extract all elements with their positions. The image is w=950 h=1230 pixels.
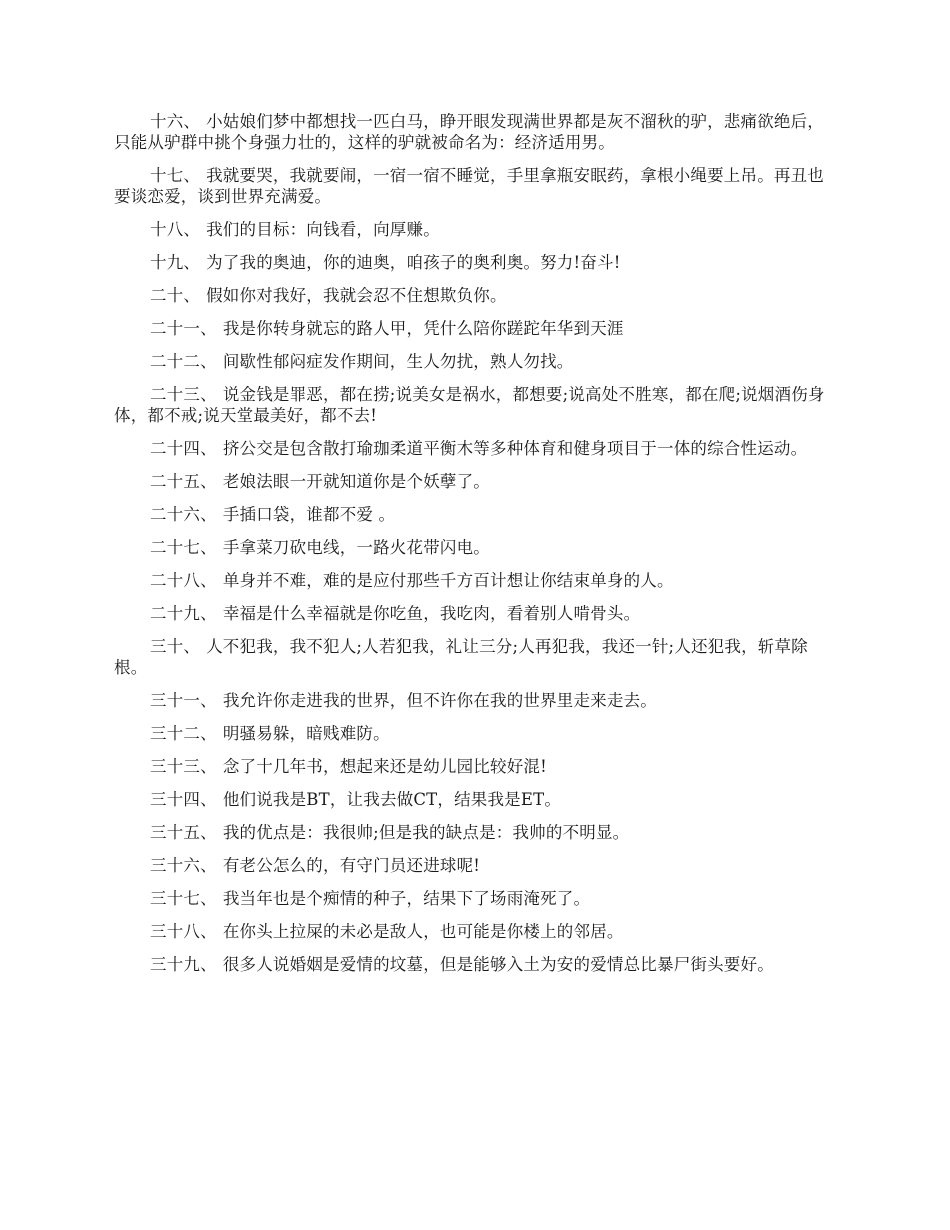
item-text: 单身并不难，难的是应付那些千方百计想让你结束单身的人。: [222, 571, 674, 590]
item-number: 十八、: [150, 220, 201, 239]
item-number: 三十六、: [150, 856, 217, 875]
list-item: [114, 921, 828, 942]
item-text: 在你头上拉屎的未必是敌人，也可能是你楼上的邻居。: [222, 922, 624, 941]
list-item: [114, 318, 828, 339]
item-text: 有老公怎么的，有守门员还进球呢!: [222, 856, 481, 875]
item-text: 我当年也是个痴情的种子，结果下了场雨淹死了。: [222, 889, 591, 908]
item-text: 老娘法眼一开就知道你是个妖孽了。: [222, 472, 491, 491]
item-number: 二十一、: [150, 319, 217, 338]
item-text: 假如你对我好，我就会忍不住想欺负你。: [206, 286, 507, 305]
list-item: [114, 219, 828, 240]
item-number: 二十三、: [150, 385, 217, 404]
list-item: [114, 822, 828, 843]
list-item: [114, 252, 828, 273]
item-text: 手拿菜刀砍电线，一路火花带闪电。: [222, 538, 491, 557]
list-item: [114, 636, 828, 678]
item-text: 念了十几年书，想起来还是幼儿园比较好混!: [222, 757, 547, 776]
list-item: [114, 570, 828, 591]
item-text: 很多人说婚姻是爱情的坟墓，但是能够入土为安的爱情总比暴尸街头要好。: [222, 955, 774, 974]
list-item: [114, 111, 828, 153]
item-text: 人不犯我，我不犯人;人若犯我，礼让三分;人再犯我，我还一针;人还犯我，斩草除根。: [114, 637, 808, 677]
item-number: 三十九、: [150, 955, 217, 974]
list-item: [114, 789, 828, 810]
list-item: [114, 438, 828, 459]
document-body: [114, 111, 828, 987]
item-text: 明骚易躲，暗贱难防。: [222, 724, 390, 743]
item-text: 我们的目标：向钱看，向厚赚。: [206, 220, 440, 239]
list-item: [114, 351, 828, 372]
list-item: [114, 603, 828, 624]
item-number: 三十五、: [150, 823, 217, 842]
item-number: 三十四、: [150, 790, 217, 809]
item-text: 手插口袋，谁都不爱 。: [222, 505, 396, 524]
item-number: 二十二、: [150, 352, 217, 371]
list-item: [114, 855, 828, 876]
item-number: 二十、: [150, 286, 201, 305]
item-text: 我的优点是：我很帅;但是我的缺点是：我帅的不明显。: [222, 823, 630, 842]
item-number: 二十五、: [150, 472, 217, 491]
item-text: 小姑娘们梦中都想找一匹白马，睁开眼发现满世界都是灰不溜秋的驴，悲痛欲绝后，只能从驴群中挑个身强力壮的，这样的驴就被命名为：经济适用男。: [114, 112, 825, 152]
list-item: [114, 285, 828, 306]
item-number: 三十一、: [150, 691, 217, 710]
list-item: [114, 537, 828, 558]
item-number: 二十六、: [150, 505, 217, 524]
item-number: 三十二、: [150, 724, 217, 743]
item-number: 二十九、: [150, 604, 217, 623]
item-number: 三十八、: [150, 922, 217, 941]
item-number: 三十、: [150, 637, 201, 656]
item-text: 他们说我是BT，让我去做CT，结果我是ET。: [222, 790, 562, 809]
list-item: [114, 690, 828, 711]
item-text: 说金钱是罪恶，都在捞;说美女是祸水，都想要;说高处不胜寒，都在爬;说烟酒伤身体，都不戒;说天堂最美好，都不去!: [114, 385, 825, 425]
list-item: [114, 756, 828, 777]
item-number: 十九、: [150, 253, 201, 272]
item-number: 十七、: [150, 166, 201, 185]
list-item: [114, 504, 828, 525]
list-item: [114, 888, 828, 909]
item-text: 我就要哭，我就要闹，一宿一宿不睡觉，手里拿瓶安眠药，拿根小绳要上吊。再丑也要谈恋爱，谈到世界充满爱。: [114, 166, 825, 206]
item-number: 二十四、: [150, 439, 217, 458]
item-number: 三十三、: [150, 757, 217, 776]
item-text: 间歇性郁闷症发作期间，生人勿扰，熟人勿找。: [222, 352, 574, 371]
list-item: [114, 165, 828, 207]
list-item: [114, 471, 828, 492]
list-item: [114, 384, 828, 426]
item-number: 二十七、: [150, 538, 217, 557]
item-text: 我允许你走进我的世界，但不许你在我的世界里走来走去。: [222, 691, 658, 710]
item-text: 挤公交是包含散打瑜珈柔道平衡木等多种体育和健身项目于一体的综合性运动。: [222, 439, 808, 458]
list-item: [114, 723, 828, 744]
item-text: 幸福是什么幸福就是你吃鱼，我吃肉，看着别人啃骨头。: [222, 604, 641, 623]
item-number: 十六、: [150, 112, 201, 131]
item-number: 三十七、: [150, 889, 217, 908]
item-number: 二十八、: [150, 571, 217, 590]
item-text: 为了我的奥迪，你的迪奥，咱孩子的奥利奥。努力!奋斗!: [206, 253, 621, 272]
item-text: 我是你转身就忘的路人甲，凭什么陪你蹉跎年华到天涯: [222, 319, 624, 338]
list-item: [114, 954, 828, 975]
